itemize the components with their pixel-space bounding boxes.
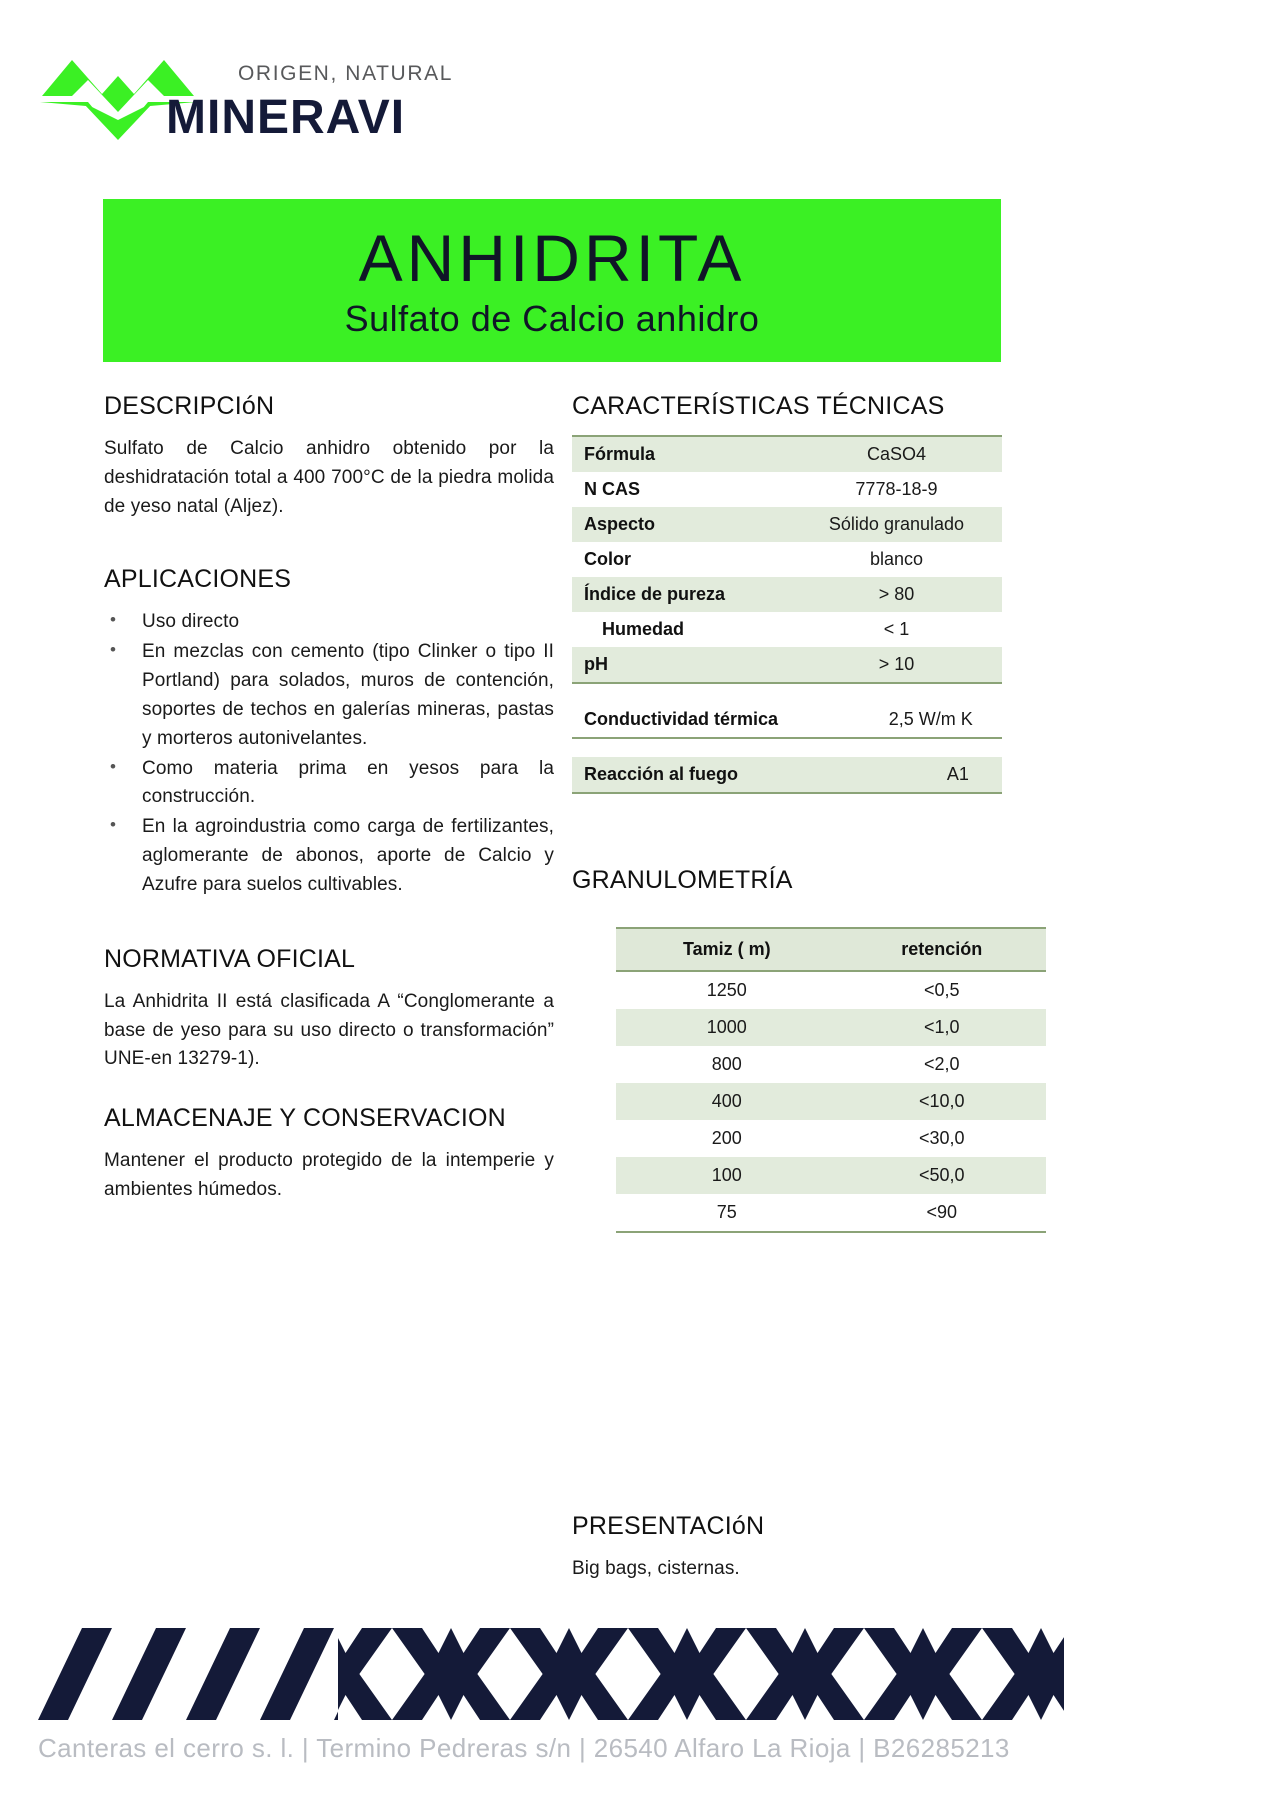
- spec-key: Color: [584, 548, 631, 569]
- table-row: [616, 1083, 1046, 1120]
- table-row: [572, 507, 1002, 542]
- almacenaje-text: Mantener el producto protegido de la intemperie y ambientes húmedos.: [104, 1150, 554, 1200]
- spec-key: Fórmula: [572, 437, 791, 472]
- table-row: [572, 612, 1002, 647]
- footer-address: Canteras el cerro s. l. | Termino Pedreras s/n | 26540 Alfaro La Rioja | B26285213: [38, 1733, 1010, 1763]
- descripcion-text: Sulfato de Calcio anhidro obtenido por la deshidratación total a 400 700°C de la piedra molida de yeso natal (Aljez).: [104, 437, 554, 517]
- logo-wordmark: MINERAVI: [166, 91, 406, 144]
- normativa-text: La Anhidrita II está clasificada A “Conglomerante a base de yeso para su uso directo o transformación” UNE-en 13279-1).: [104, 990, 554, 1070]
- caracteristicas-table-wrap: [572, 435, 1002, 684]
- almacenaje-heading: ALMACENAJE Y CONSERVACION: [104, 1104, 506, 1133]
- table-row: [572, 437, 1002, 472]
- spec-value: Sólido granulado: [791, 507, 1002, 542]
- gran-retencion: <30,0: [919, 1127, 965, 1148]
- gran-tamiz: 400: [616, 1083, 838, 1120]
- gran-retencion: <2,0: [924, 1053, 960, 1074]
- spec-value: A1: [914, 757, 1002, 792]
- reaccion-row-wrap: [572, 757, 1002, 794]
- table-row: [616, 1157, 1046, 1194]
- column-header-tamiz: Tamiz ( m): [616, 928, 838, 971]
- gran-retencion: <90: [838, 1194, 1046, 1232]
- footer-chevron-pattern: [38, 1628, 1064, 1720]
- normativa-heading: NORMATIVA OFICIAL: [104, 944, 356, 973]
- right-column: [572, 392, 1002, 1233]
- granulometria-table: [616, 927, 1046, 1233]
- table-header-row: [616, 928, 1046, 971]
- product-title: ANHIDRITA: [358, 221, 746, 295]
- gran-tamiz: 200: [711, 1127, 742, 1148]
- table-row: [616, 1120, 1046, 1157]
- table-row: [616, 971, 1046, 1009]
- product-title-banner: [103, 199, 1001, 362]
- product-subtitle: Sulfato de Calcio anhidro: [344, 298, 760, 339]
- chevron-zigzag-pattern-icon: [38, 1628, 1064, 1720]
- list-item: • Como materia prima en yesos para la construcción.: [104, 755, 554, 813]
- presentacion-text: Big bags, cisternas.: [572, 1557, 740, 1579]
- spec-key: pH: [572, 647, 791, 682]
- left-column: [104, 392, 554, 1205]
- gran-tamiz: 1000: [616, 1009, 838, 1046]
- table-row: [616, 1194, 1046, 1232]
- spec-value: < 1: [883, 618, 910, 639]
- gran-tamiz: 100: [616, 1157, 838, 1194]
- descripcion-heading: DESCRIPCIóN: [104, 392, 275, 420]
- spec-value: > 80: [791, 577, 1002, 612]
- conductividad-row-wrap: [572, 702, 1002, 739]
- spec-value: CaSO4: [791, 437, 1002, 472]
- gran-tamiz: 75: [616, 1194, 838, 1232]
- spec-value: 7778-18-9: [855, 478, 938, 499]
- caracteristicas-table: [572, 437, 1002, 682]
- spec-value: blanco: [869, 548, 923, 569]
- gran-retencion: <0,5: [924, 979, 960, 1000]
- spec-value: 2,5 W/m K: [888, 708, 973, 729]
- aplicaciones-heading: APLICACIONES: [104, 565, 292, 594]
- gran-retencion: <10,0: [838, 1083, 1046, 1120]
- spec-key: Reacción al fuego: [572, 757, 914, 792]
- gran-retencion: <50,0: [838, 1157, 1046, 1194]
- spec-key: Conductividad térmica: [584, 708, 779, 729]
- conductividad-table: [572, 702, 1002, 737]
- table-row: [616, 1009, 1046, 1046]
- column-header-retencion: retención: [838, 928, 1046, 971]
- gran-tamiz: 800: [711, 1053, 742, 1074]
- table-row: [616, 1046, 1046, 1083]
- table-row: [572, 542, 1002, 577]
- list-item: • En la agroindustria como carga de fertilizantes, aglomerante de abonos, aporte de Calcio y Azufre para suelos cultivables.: [104, 813, 554, 900]
- table-row: [572, 472, 1002, 507]
- caracteristicas-heading: CARACTERÍSTICAS TÉCNICAS: [572, 392, 945, 420]
- table-row: [572, 577, 1002, 612]
- spec-key: Aspecto: [572, 507, 791, 542]
- table-row: [572, 647, 1002, 682]
- table-row: [572, 757, 1002, 792]
- gran-retencion: <1,0: [838, 1009, 1046, 1046]
- granulometria-heading: GRANULOMETRÍA: [572, 865, 793, 894]
- gran-tamiz: 1250: [706, 979, 747, 1000]
- aplicaciones-list: [104, 608, 554, 900]
- list-item: • En mezclas con cemento (tipo Clinker o tipo II Portland) para solados, muros de contención, soportes de techos en galerías mineras, pastas y morteros autonivelantes.: [104, 638, 554, 754]
- logo-tagline: ORIGEN, NATURAL: [238, 62, 453, 85]
- company-logo: [38, 46, 458, 156]
- spec-value: > 10: [791, 647, 1002, 682]
- reaccion-table: [572, 757, 1002, 792]
- spec-key: N CAS: [584, 478, 641, 499]
- list-item: • Uso directo: [104, 608, 554, 637]
- presentacion-section: [572, 1512, 1002, 1584]
- presentacion-heading: PRESENTACIóN: [572, 1512, 765, 1540]
- spec-key: Humedad: [602, 618, 685, 639]
- spec-key: Índice de pureza: [572, 577, 791, 612]
- table-row: [572, 702, 1002, 737]
